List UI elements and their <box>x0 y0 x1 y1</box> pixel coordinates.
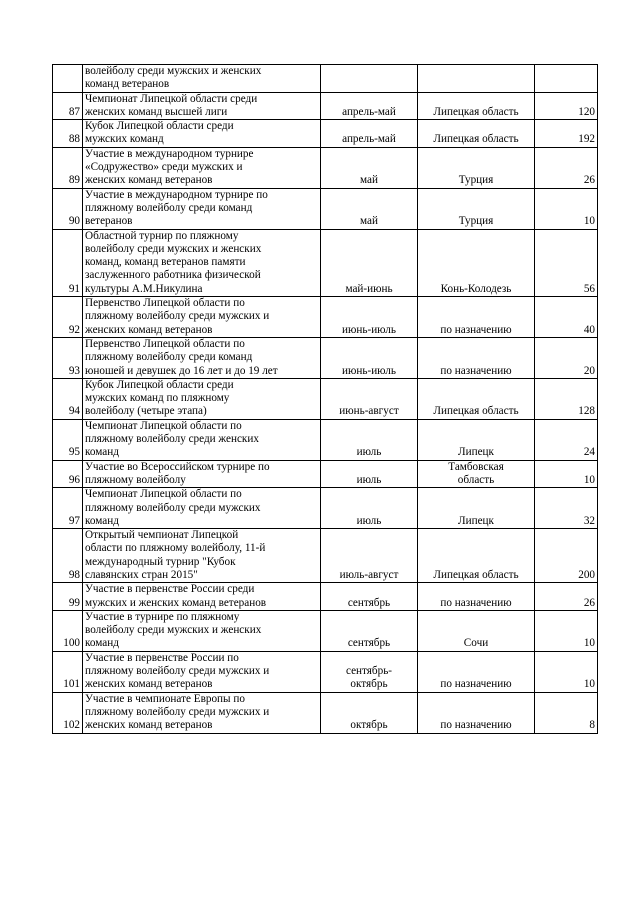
row-number-cell: 96 <box>53 460 83 488</box>
event-name-cell: Чемпионат Липецкой области среди женских команд высшей лиги <box>83 92 321 120</box>
event-date-cell: май <box>321 188 418 229</box>
event-name-cell: Участие во Всероссийском турнире по пляжному волейболу <box>83 460 321 488</box>
table-row <box>53 188 598 229</box>
event-date-cell: июль <box>321 460 418 488</box>
event-name-cell: Первенство Липецкой области по пляжному волейболу среди команд юношей и девушек до 16 лет и до 19 лет <box>83 337 321 378</box>
event-name-cell: Участие в международном турнире по пляжному волейболу среди команд ветеранов <box>83 188 321 229</box>
event-date-cell: май-июнь <box>321 229 418 296</box>
event-name-cell: Участие в международном турнире «Содружество» среди мужских и женских команд ветеранов <box>83 147 321 188</box>
row-number-cell: 94 <box>53 378 83 419</box>
event-name-cell: волейболу среди мужских и женских команд ветеранов <box>83 65 321 93</box>
participants-count-cell: 200 <box>535 529 598 583</box>
participants-count-cell: 40 <box>535 297 598 338</box>
participants-count-cell: 26 <box>535 583 598 611</box>
event-name-cell: Областной турнир по пляжному волейболу среди мужских и женских команд, команд ветеранов памяти заслуженного работника физической культуры А.М.Никулина <box>83 229 321 296</box>
row-number-cell: 89 <box>53 147 83 188</box>
event-place-cell: по назначению <box>418 583 535 611</box>
event-name-cell: Чемпионат Липецкой области по пляжному волейболу среди женских команд <box>83 419 321 460</box>
event-name-cell: Участие в первенстве России по пляжному волейболу среди мужских и женских команд ветеранов <box>83 651 321 692</box>
event-date-cell: июль <box>321 488 418 529</box>
event-place-cell: по назначению <box>418 337 535 378</box>
row-number-cell: 92 <box>53 297 83 338</box>
schedule-table <box>52 64 598 734</box>
participants-count-cell: 10 <box>535 188 598 229</box>
schedule-table-body <box>53 65 598 734</box>
row-number-cell: 101 <box>53 651 83 692</box>
table-row <box>53 419 598 460</box>
event-name-cell: Кубок Липецкой области среди мужских команд <box>83 120 321 148</box>
table-row <box>53 147 598 188</box>
row-number-cell: 99 <box>53 583 83 611</box>
event-place-cell: Сочи <box>418 610 535 651</box>
table-row <box>53 65 598 93</box>
event-date-cell: июль <box>321 419 418 460</box>
table-row <box>53 488 598 529</box>
row-number-cell: 102 <box>53 692 83 733</box>
row-number-cell: 90 <box>53 188 83 229</box>
event-date-cell: май <box>321 147 418 188</box>
table-row <box>53 92 598 120</box>
event-name-cell: Первенство Липецкой области по пляжному волейболу среди мужских и женских команд ветеранов <box>83 297 321 338</box>
participants-count-cell: 20 <box>535 337 598 378</box>
table-row <box>53 120 598 148</box>
participants-count-cell: 26 <box>535 147 598 188</box>
event-place-cell: Липецкая область <box>418 529 535 583</box>
participants-count-cell: 24 <box>535 419 598 460</box>
event-date-cell: октябрь <box>321 692 418 733</box>
participants-count-cell: 10 <box>535 460 598 488</box>
table-row <box>53 529 598 583</box>
event-date-cell: июль-август <box>321 529 418 583</box>
event-date-cell: сентябрь- октябрь <box>321 651 418 692</box>
event-place-cell: Турция <box>418 188 535 229</box>
event-name-cell: Участие в чемпионате Европы по пляжному волейболу среди мужских и женских команд ветеранов <box>83 692 321 733</box>
event-date-cell <box>321 65 418 93</box>
participants-count-cell: 10 <box>535 651 598 692</box>
participants-count-cell: 8 <box>535 692 598 733</box>
row-number-cell: 93 <box>53 337 83 378</box>
participants-count-cell: 192 <box>535 120 598 148</box>
table-row <box>53 692 598 733</box>
row-number-cell: 95 <box>53 419 83 460</box>
participants-count-cell: 10 <box>535 610 598 651</box>
row-number-cell: 97 <box>53 488 83 529</box>
table-row <box>53 583 598 611</box>
table-row <box>53 610 598 651</box>
row-number-cell <box>53 65 83 93</box>
event-place-cell: Конь-Колодезь <box>418 229 535 296</box>
participants-count-cell: 32 <box>535 488 598 529</box>
event-place-cell: Липецк <box>418 419 535 460</box>
event-date-cell: апрель-май <box>321 120 418 148</box>
event-date-cell: сентябрь <box>321 610 418 651</box>
event-name-cell: Кубок Липецкой области среди мужских команд по пляжному волейболу (четыре этапа) <box>83 378 321 419</box>
table-row <box>53 651 598 692</box>
event-place-cell: по назначению <box>418 692 535 733</box>
event-date-cell: июнь-август <box>321 378 418 419</box>
participants-count-cell <box>535 65 598 93</box>
table-row <box>53 460 598 488</box>
event-date-cell: июнь-июль <box>321 297 418 338</box>
event-place-cell: по назначению <box>418 297 535 338</box>
event-place-cell: Липецкая область <box>418 120 535 148</box>
row-number-cell: 88 <box>53 120 83 148</box>
event-place-cell: Липецк <box>418 488 535 529</box>
table-row <box>53 229 598 296</box>
event-date-cell: июнь-июль <box>321 337 418 378</box>
event-name-cell: Участие в первенстве России среди мужских и женских команд ветеранов <box>83 583 321 611</box>
row-number-cell: 100 <box>53 610 83 651</box>
table-row <box>53 378 598 419</box>
event-place-cell <box>418 65 535 93</box>
event-name-cell: Чемпионат Липецкой области по пляжному волейболу среди мужских команд <box>83 488 321 529</box>
row-number-cell: 87 <box>53 92 83 120</box>
event-date-cell: апрель-май <box>321 92 418 120</box>
event-date-cell: сентябрь <box>321 583 418 611</box>
participants-count-cell: 56 <box>535 229 598 296</box>
row-number-cell: 91 <box>53 229 83 296</box>
event-place-cell: Липецкая область <box>418 378 535 419</box>
table-row <box>53 337 598 378</box>
event-place-cell: Липецкая область <box>418 92 535 120</box>
event-place-cell: Тамбовская область <box>418 460 535 488</box>
table-row <box>53 297 598 338</box>
participants-count-cell: 120 <box>535 92 598 120</box>
row-number-cell: 98 <box>53 529 83 583</box>
event-place-cell: Турция <box>418 147 535 188</box>
event-name-cell: Участие в турнире по пляжному волейболу среди мужских и женских команд <box>83 610 321 651</box>
participants-count-cell: 128 <box>535 378 598 419</box>
event-name-cell: Открытый чемпионат Липецкой области по пляжному волейболу, 11-й международный турнир "Кубок славянских стран 2015" <box>83 529 321 583</box>
event-place-cell: по назначению <box>418 651 535 692</box>
